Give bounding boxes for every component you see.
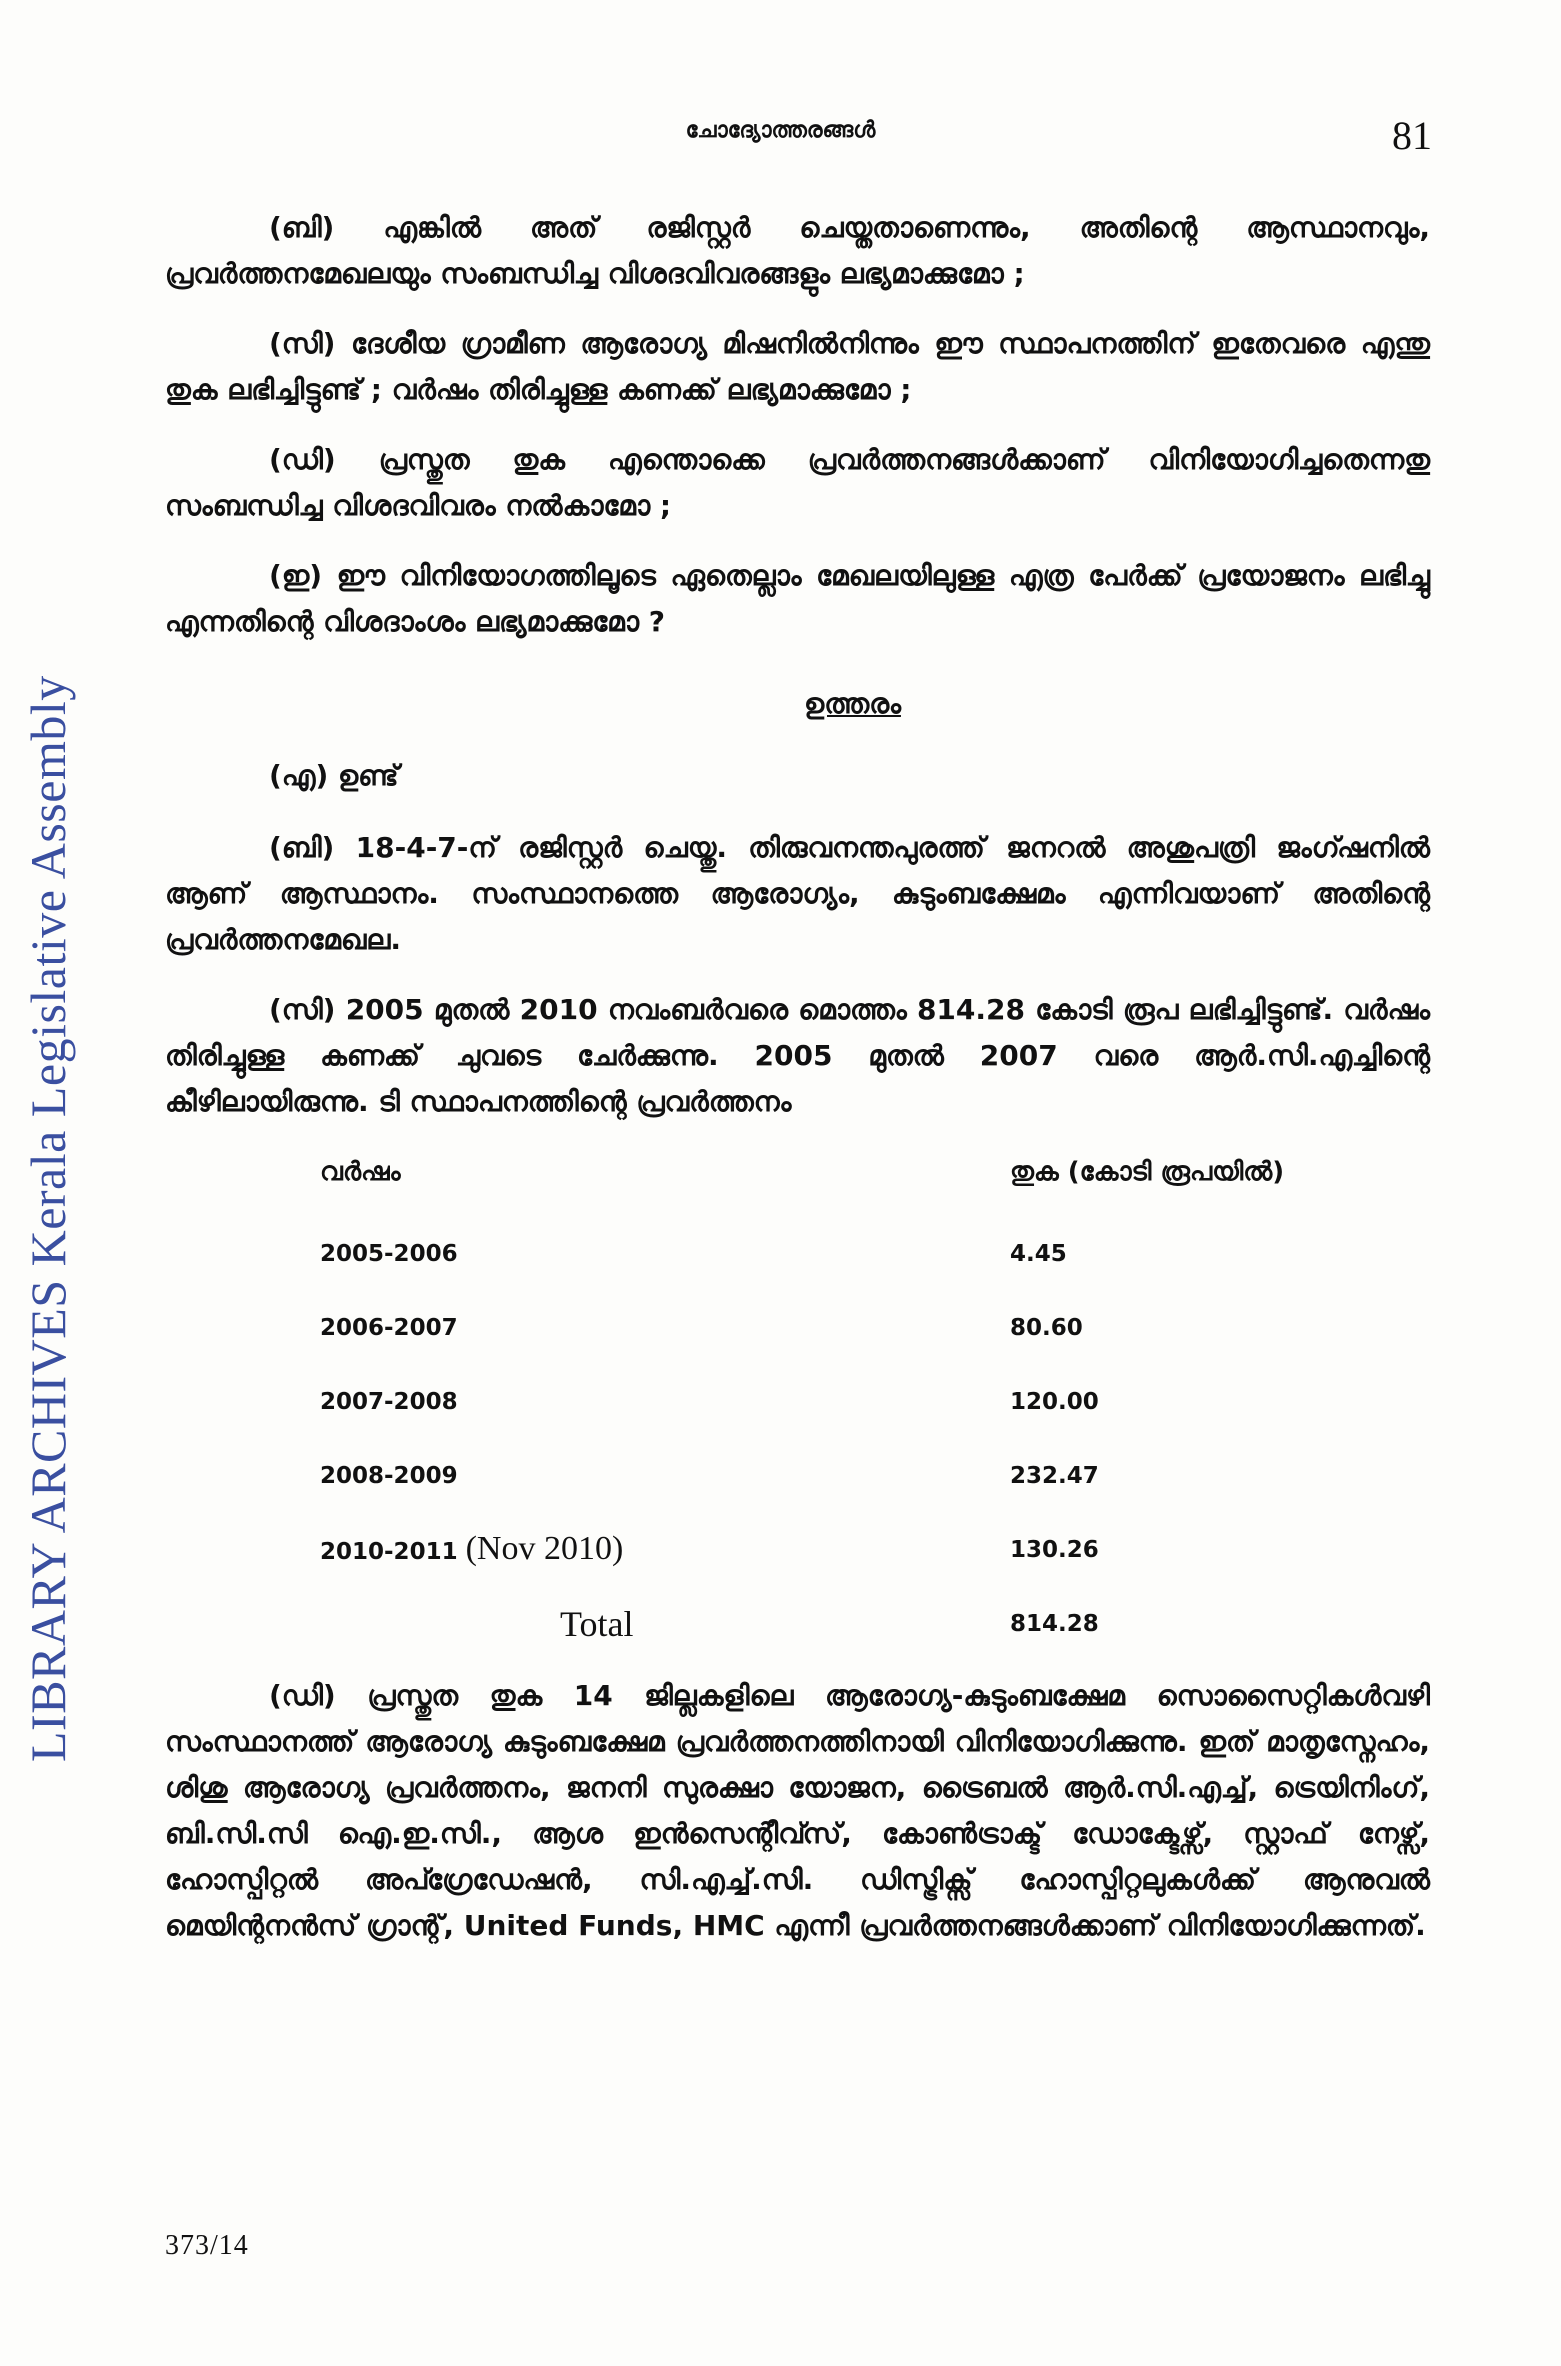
amount-column-header: തുക (കോടി രൂപയിൽ) (1010, 1157, 1285, 1187)
table-row (320, 1439, 1284, 1513)
year-cell (320, 1365, 1010, 1439)
table-total-row (320, 1587, 1284, 1661)
table-row (320, 1513, 1284, 1587)
total-amount: 814.28 (1010, 1611, 1099, 1637)
amount-cell: 232.47 (1010, 1463, 1099, 1489)
page-number: 81 (1392, 113, 1432, 158)
question-e: (ഇ) ഈ വിനിയോഗത്തിലൂടെ ഏതെല്ലാം മേഖലയിലുള്ള എത്ര പേർക്ക് പ്രയോജനം ലഭിച്ചു എന്നതിന്റെ വിശദാംശം ലഭ്യമാക്കുമോ ? (165, 559, 1430, 638)
year-note: (Nov 2010) (465, 1529, 624, 1567)
year-cell (320, 1217, 1010, 1291)
table-header-row (320, 1149, 1284, 1217)
page-body (165, 205, 1430, 1973)
amount-cell: 120.00 (1010, 1389, 1099, 1415)
year-cell (320, 1439, 1010, 1513)
year-value: 2005-2006 (320, 1241, 458, 1267)
archive-watermark: LIBRARY ARCHIVES Kerala Legislative Assembly (20, 675, 76, 1762)
answer-c: (സി) 2005 മുതൽ 2010 നവംബർവരെ മൊത്തം 814.28 കോടി രൂപ ലഭിച്ചിട്ടുണ്ട്. വർഷം തിരിച്ചുള്ള കണക്ക് ചുവടെ ചേർക്കുന്നു. 2005 മുതൽ 2007 വരെ ആർ.സി.എച്ചിന്റെ കീഴിലായിരുന്നു. ടി സ്ഥാപനത്തിന്റെ പ്രവർത്തനം (165, 993, 1430, 1118)
answer-a: (എ) ഉണ്ട് (269, 759, 399, 792)
answer-heading: ഉത്തരം (804, 687, 901, 720)
table-row (320, 1365, 1284, 1439)
year-cell (320, 1291, 1010, 1365)
table-row (320, 1217, 1284, 1291)
year-value: 2010-2011 (320, 1538, 458, 1565)
document-code: 373/14 (165, 2230, 249, 2261)
question-b: (ബി) എങ്കിൽ അത് രജിസ്റ്റർ ചെയ്തതാണെന്നും, അതിന്റെ ആസ്ഥാനവും, പ്രവർത്തനമേഖലയും സംബന്ധിച്ച വിശദവിവരങ്ങളും ലഭ്യമാക്കുമോ ; (165, 211, 1430, 290)
answer-b: (ബി) 18-4-7-ന് രജിസ്റ്റർ ചെയ്തു. തിരുവനന്തപുരത്ത് ജനറൽ അശുപത്രി ജംഗ്ഷനിൽ ആണ് ആസ്ഥാനം. സംസ്ഥാനത്തെ ആരോഗ്യം, കുടുംബക്ഷേമം എന്നിവയാണ് അതിന്റെ പ്രവർത്തനമേഖല. (165, 831, 1430, 956)
year-column-header: വർഷം (320, 1157, 401, 1187)
year-value: 2008-2009 (320, 1463, 458, 1489)
total-label: Total (560, 1604, 634, 1644)
year-value: 2007-2008 (320, 1389, 458, 1415)
yearwise-amount-table (320, 1149, 1284, 1661)
running-head: ചോദ്യോത്തരങ്ങൾ (685, 118, 876, 143)
amount-cell: 4.45 (1010, 1241, 1067, 1267)
amount-cell: 80.60 (1010, 1315, 1083, 1341)
table-row (320, 1291, 1284, 1365)
question-c: (സി) ദേശീയ ഗ്രാമീണ ആരോഗ്യ മിഷനിൽനിന്നും ഈ സ്ഥാപനത്തിന് ഇതേവരെ എന്തു തുക ലഭിച്ചിട്ടുണ്ട് ; വർഷം തിരിച്ചുള്ള കണക്ക് ലഭ്യമാക്കുമോ ; (165, 327, 1430, 406)
question-d: (ഡി) പ്രസ്തുത തുക എന്തൊക്കെ പ്രവർത്തനങ്ങൾക്കാണ് വിനിയോഗിച്ചതെന്നതു സംബന്ധിച്ച വിശദവിവരം നൽകാമോ ; (165, 443, 1430, 522)
amount-cell: 130.26 (1010, 1537, 1099, 1563)
year-value: 2006-2007 (320, 1315, 458, 1341)
year-cell (320, 1513, 1010, 1587)
answer-d: (ഡി) പ്രസ്തുത തുക 14 ജില്ലകളിലെ ആരോഗ്യ-കുടുംബക്ഷേമ സൊസൈറ്റികൾവഴി സംസ്ഥാനത്ത് ആരോഗ്യ കുടുംബക്ഷേമ പ്രവർത്തനത്തിനായി വിനിയോഗിക്കുന്നു. ഇത് മാതൃസ്നേഹം, ശിശു ആരോഗ്യ പ്രവർത്തനം, ജനനി സുരക്ഷാ യോജന, ട്രൈബൽ ആർ.സി.എച്ച്, ട്രെയിനിംഗ്, ബി.സി.സി ഐ.ഇ.സി., ആശ ഇൻസെന്റീവ്സ്, കോൺട്രാക്ട് ഡോക്ടേഴ്സ്, സ്റ്റാഫ് നേഴ്സ്, ഹോസ്പിറ്റൽ അപ്ഗ്രേഡേഷൻ, സി.എച്ച്.സി. ഡിസ്ട്രിക്സ് ഹോസ്പിറ്റലുകൾക്ക് ആനുവൽ മെയിന്റനൻസ് ഗ്രാന്റ്, United Funds, HMC എന്നീ പ്രവർത്തനങ്ങൾക്കാണ് വിനിയോഗിക്കുന്നത്. (165, 1679, 1430, 1942)
